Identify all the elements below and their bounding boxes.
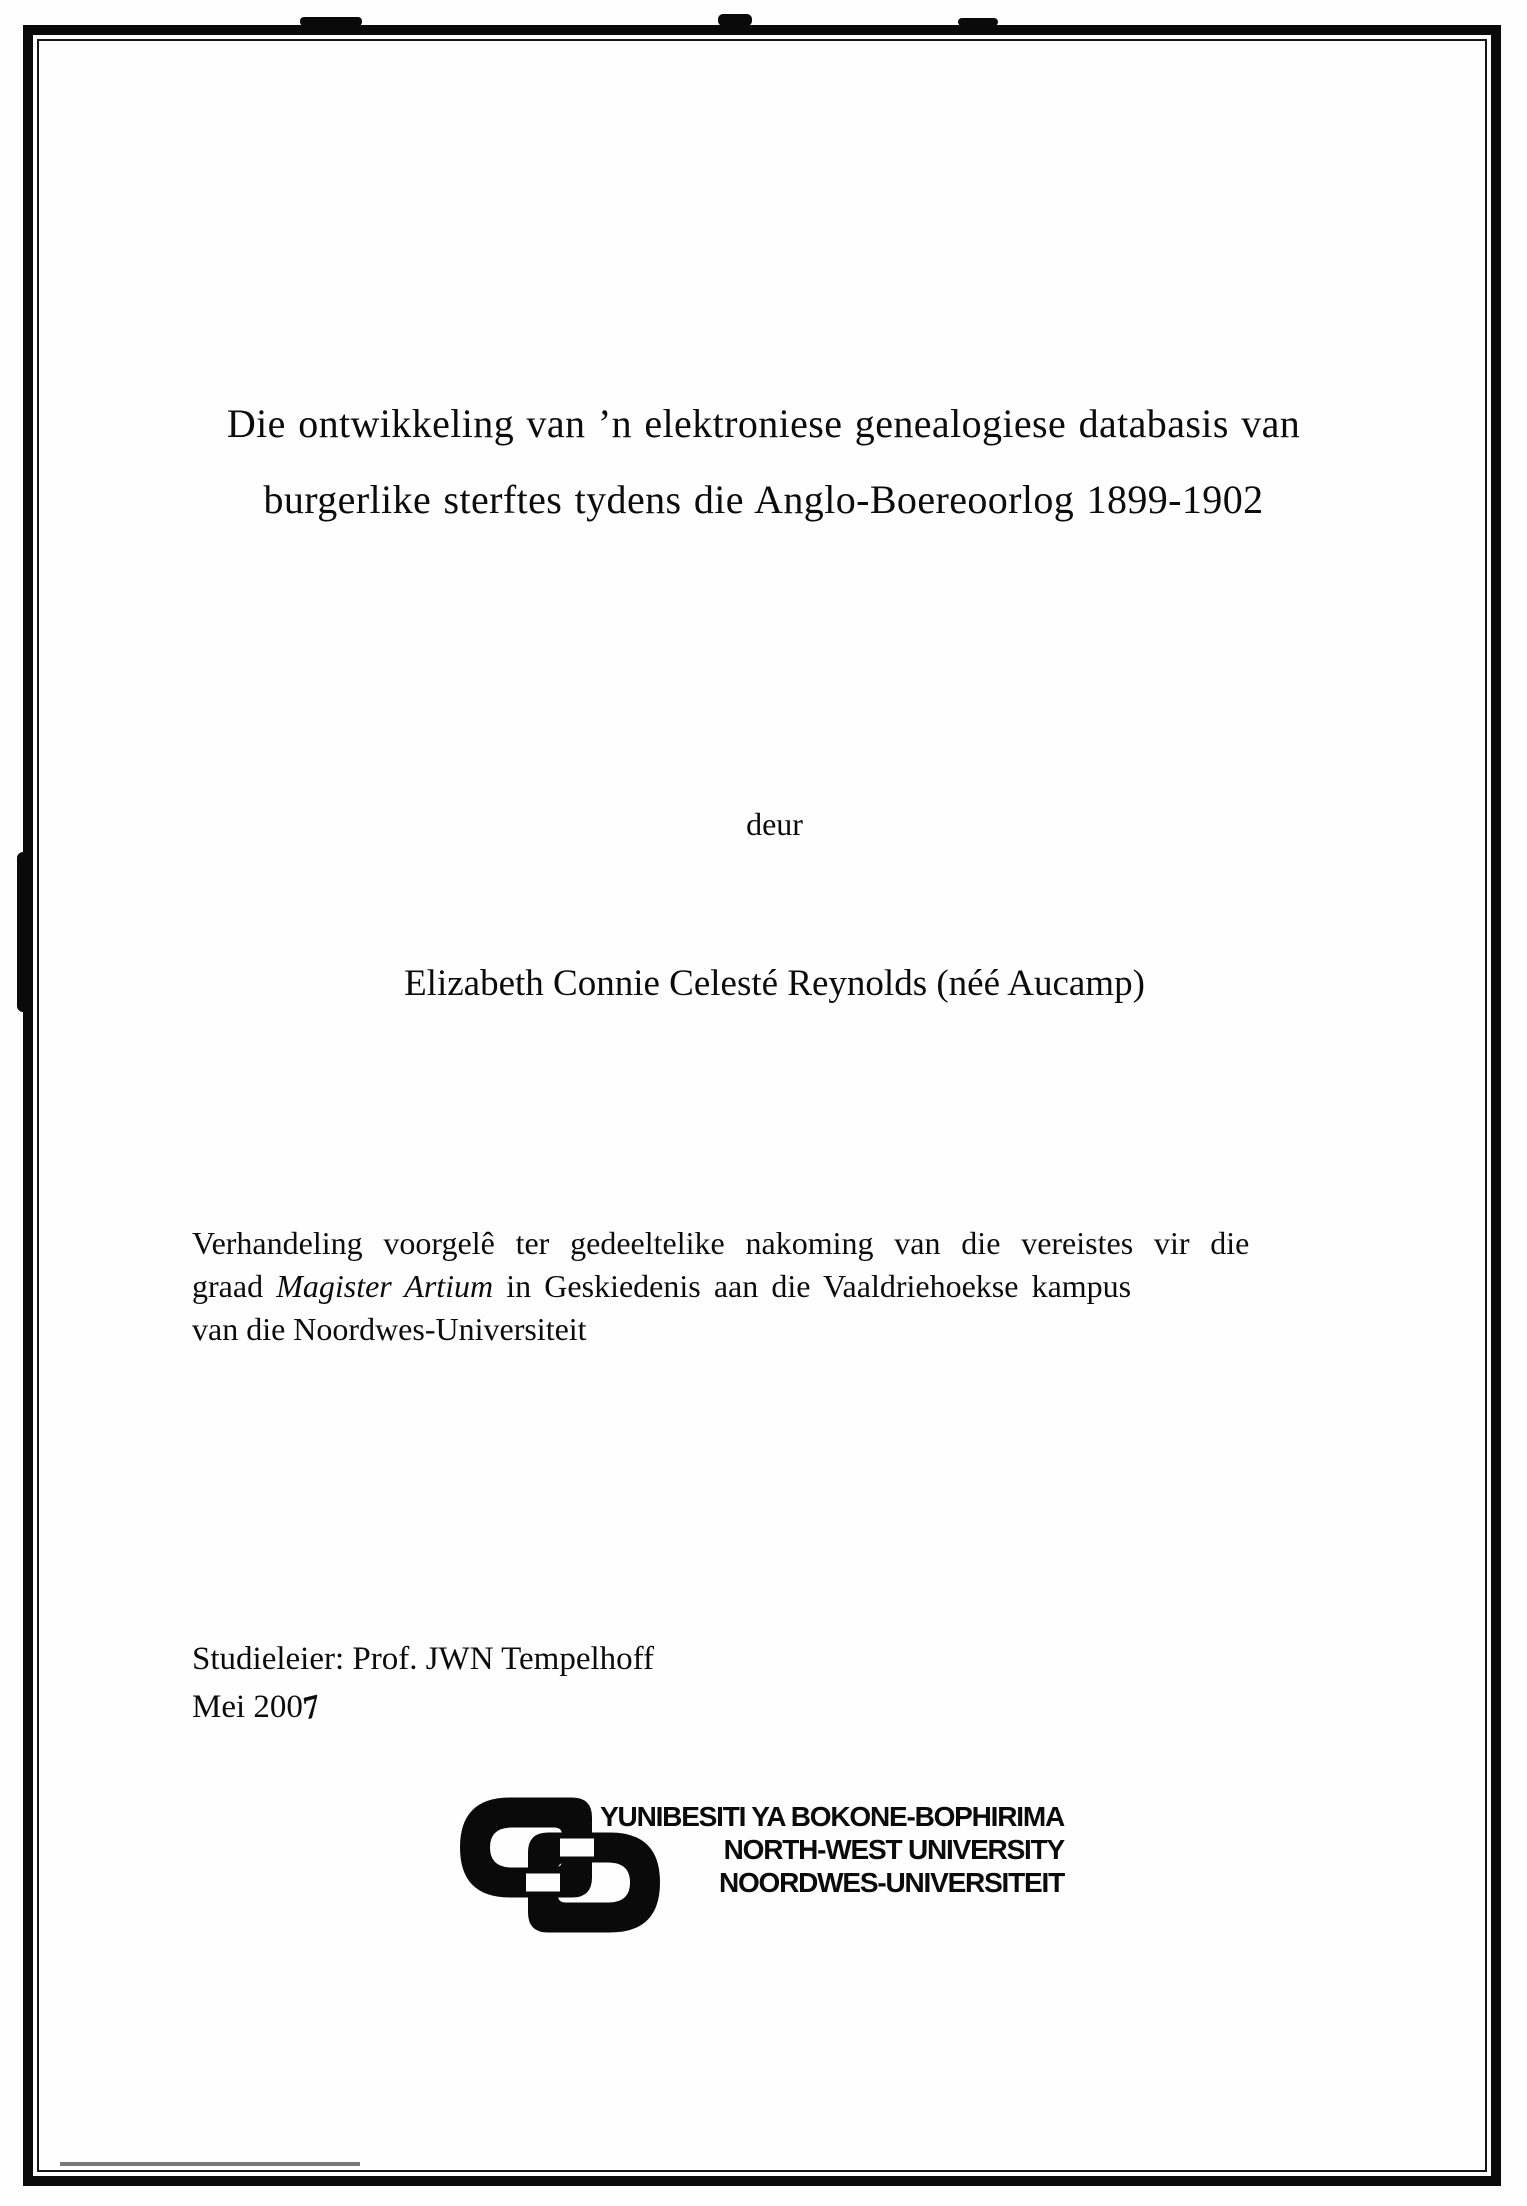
university-name-setswana: YUNIBESITI YA BOKONE-BOPHIRIMA (600, 1801, 1064, 1832)
statement-line-2-pre: graad (192, 1268, 277, 1304)
statement-line-2-post: in Geskiedenis aan die Vaaldriehoekse kampus (493, 1268, 1132, 1304)
scan-artifact (300, 17, 362, 26)
thesis-title-line-2: burgerlike sterftes tydens die Anglo-Boereoorlog 1899-1902 (263, 477, 1264, 522)
thesis-title-line-1: Die ontwikkeling van ’n elektroniese genealogiese databasis van (226, 401, 1301, 446)
date-last-digit: 7 (300, 1688, 322, 1728)
degree-statement (192, 1222, 1362, 1351)
author-name: Elizabeth Connie Celesté Reynolds (néé Aucamp) (404, 963, 1145, 1004)
university-name-block (582, 1800, 1064, 1899)
statement-line-2 (192, 1265, 1362, 1308)
scan-artifact (60, 2162, 360, 2166)
university-name-english: NORTH-WEST UNIVERSITY (723, 1834, 1064, 1865)
date-line (192, 1688, 322, 1728)
statement-line-3: van die Noordwes-Universiteit (192, 1311, 587, 1347)
supervisor-line: Studieleier: Prof. JWN Tempelhoff (192, 1641, 655, 1677)
university-name-afrikaans: NOORDWES-UNIVERSITEIT (718, 1867, 1064, 1898)
byline-label: deur (746, 806, 803, 842)
date-prefix: Mei 200 (192, 1689, 303, 1725)
statement-line-1: Verhandeling voorgelê ter gedeeltelike nakoming van die vereistes vir die (192, 1225, 1250, 1261)
scan-artifact (958, 18, 998, 26)
scan-artifact (718, 14, 752, 26)
degree-name-italic: Magister Artium (276, 1268, 494, 1304)
